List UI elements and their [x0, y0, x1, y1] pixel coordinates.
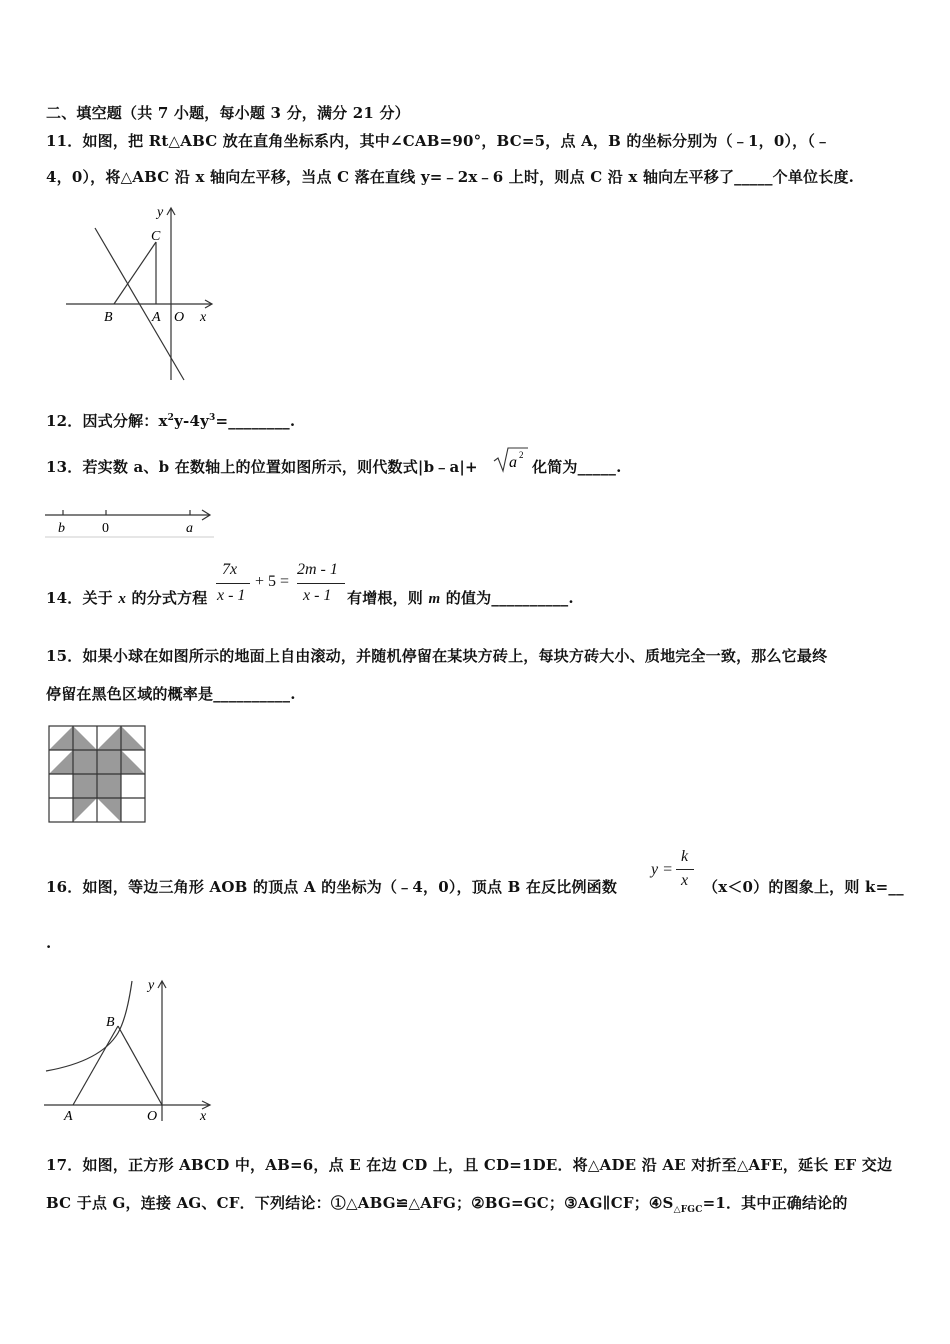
q16-label-x: x: [200, 1109, 207, 1124]
q16-side-ab: [73, 1026, 118, 1105]
q12-y: y-4y: [174, 412, 210, 430]
q13-label-a: a: [186, 521, 193, 536]
q16-side-bo: [118, 1026, 162, 1105]
q14-den2: x - 1: [303, 587, 332, 604]
q11-label-c: C: [151, 229, 161, 244]
q15-shaded-tile: [121, 750, 145, 774]
q14-var-x: x: [118, 591, 127, 607]
q16-figure: [40, 975, 215, 1125]
q14-prefix-line: [46, 587, 207, 608]
q14-plus: + 5 =: [255, 573, 290, 590]
q12-exp2: 3: [209, 413, 216, 423]
q16-label-b: B: [106, 1015, 115, 1030]
q17-line1: 17．如图，正方形 ABCD 中，AB=6，点 E 在边 CD 上，且 CD=1DE．将△ADE 沿 AE 对折至△AFE，延长 EF 交边: [46, 1156, 893, 1174]
q13-number-line: [44, 505, 216, 539]
q14-bar2: [297, 583, 345, 584]
q11-label-y: y: [157, 205, 164, 220]
q14-num1: 7x: [222, 561, 238, 578]
q15-shaded-tile: [73, 798, 97, 822]
q11-label-o: O: [174, 310, 185, 325]
q12-prefix: 12．因式分解：: [46, 412, 159, 430]
q11-line2: 4，0），将△ABC 沿 x 轴向左平移，当点 C 落在直线 y=﹣2x﹣6 上时，则点 C 沿 x 轴向左平移了_____个单位长度.: [46, 168, 855, 186]
q14-prefix: 14．关于: [46, 589, 113, 607]
q12-x: x: [158, 412, 168, 430]
q11-line1: 11．如图，把 Rt△ABC 放在直角坐标系内，其中∠CAB=90°，BC=5，点 A，B 的坐标分别为（﹣1，0），（﹣: [46, 132, 831, 150]
q15-shaded-tile: [73, 750, 97, 774]
q13-prefix: 13．若实数 a、b 在数轴上的位置如图所示，则代数式|b﹣a|+: [46, 458, 478, 476]
q11-label-b: B: [104, 310, 113, 325]
q14-num2: 2m - 1: [297, 561, 338, 578]
q13-label-zero: 0: [102, 521, 109, 536]
q11-label-x: x: [200, 310, 207, 325]
q17-line2-b: =1．其中正确结论的: [702, 1194, 848, 1212]
q14-var-m: m: [428, 591, 441, 607]
q13-radicand: a: [509, 454, 517, 471]
q16-prefix: 16．如图，等边三角形 AOB 的顶点 A 的坐标为（﹣4，0），顶点 B 在反比例函数: [46, 878, 618, 896]
q15-shaded-tile: [97, 798, 121, 822]
q16-label-o: O: [147, 1109, 158, 1124]
q14-tail-line: [347, 587, 574, 608]
q17-line2: [46, 1192, 848, 1215]
q11-label-a: A: [152, 310, 161, 325]
q15-shaded-tile: [49, 750, 73, 774]
q14-mid: 的分式方程: [131, 589, 208, 607]
q16-dot: .: [46, 934, 52, 952]
q15-shaded-tile: [49, 726, 73, 750]
q17-line2-a: BC 于点 G，连接 AG、CF．下列结论：①△ABG≌△AFG；②BG=GC；③AG∥CF；④S: [46, 1194, 674, 1212]
q15-line2: 停留在黑色区域的概率是__________.: [46, 685, 296, 703]
q16-func-bar: [676, 869, 694, 870]
q16-func-y: y =: [651, 861, 673, 878]
q13-label-b: b: [58, 521, 65, 536]
q16-hyperbola: [46, 981, 132, 1071]
q13-radicand-exp: 2: [519, 450, 524, 460]
q12-suffix: =________.: [215, 412, 296, 430]
q14-tail2: 的值为__________.: [445, 589, 574, 607]
q13-suffix: 化简为_____.: [532, 458, 622, 476]
q16-label-y: y: [148, 978, 155, 993]
q15-shaded-tile: [97, 750, 121, 774]
section-heading: 二、填空题（共 7 小题，每小题 3 分，满分 21 分）: [46, 104, 410, 122]
q11-side-bc: [114, 242, 156, 304]
q15-line1: 15．如果小球在如图所示的地面上自由滚动，并随机停留在某块方砖上，每块方砖大小、质地完全一致，那么它最终: [46, 647, 828, 665]
q12-line: [46, 410, 295, 431]
q14-tail1: 有增根，则: [347, 589, 424, 607]
q14-den1: x - 1: [217, 587, 246, 604]
q15-shaded-tile: [121, 726, 145, 750]
q15-shaded-tile: [97, 774, 121, 798]
q15-tile-grid: [48, 725, 146, 823]
q16-suffix: （x＜0）的图象上，则 k=__: [703, 878, 904, 896]
q16-func-num: k: [681, 848, 689, 865]
q17-line2-sub: △FGC: [673, 1205, 703, 1215]
q13-sqrt-icon: [492, 444, 530, 474]
q15-shaded-tile: [73, 774, 97, 798]
q16-label-a: A: [64, 1109, 73, 1124]
q14-bar1: [216, 583, 250, 584]
q11-figure: [60, 200, 220, 385]
q15-shaded-tile: [73, 726, 97, 750]
q15-shaded-tile: [97, 726, 121, 750]
q16-func-den: x: [681, 872, 689, 889]
q12-exp1: 2: [167, 413, 175, 423]
